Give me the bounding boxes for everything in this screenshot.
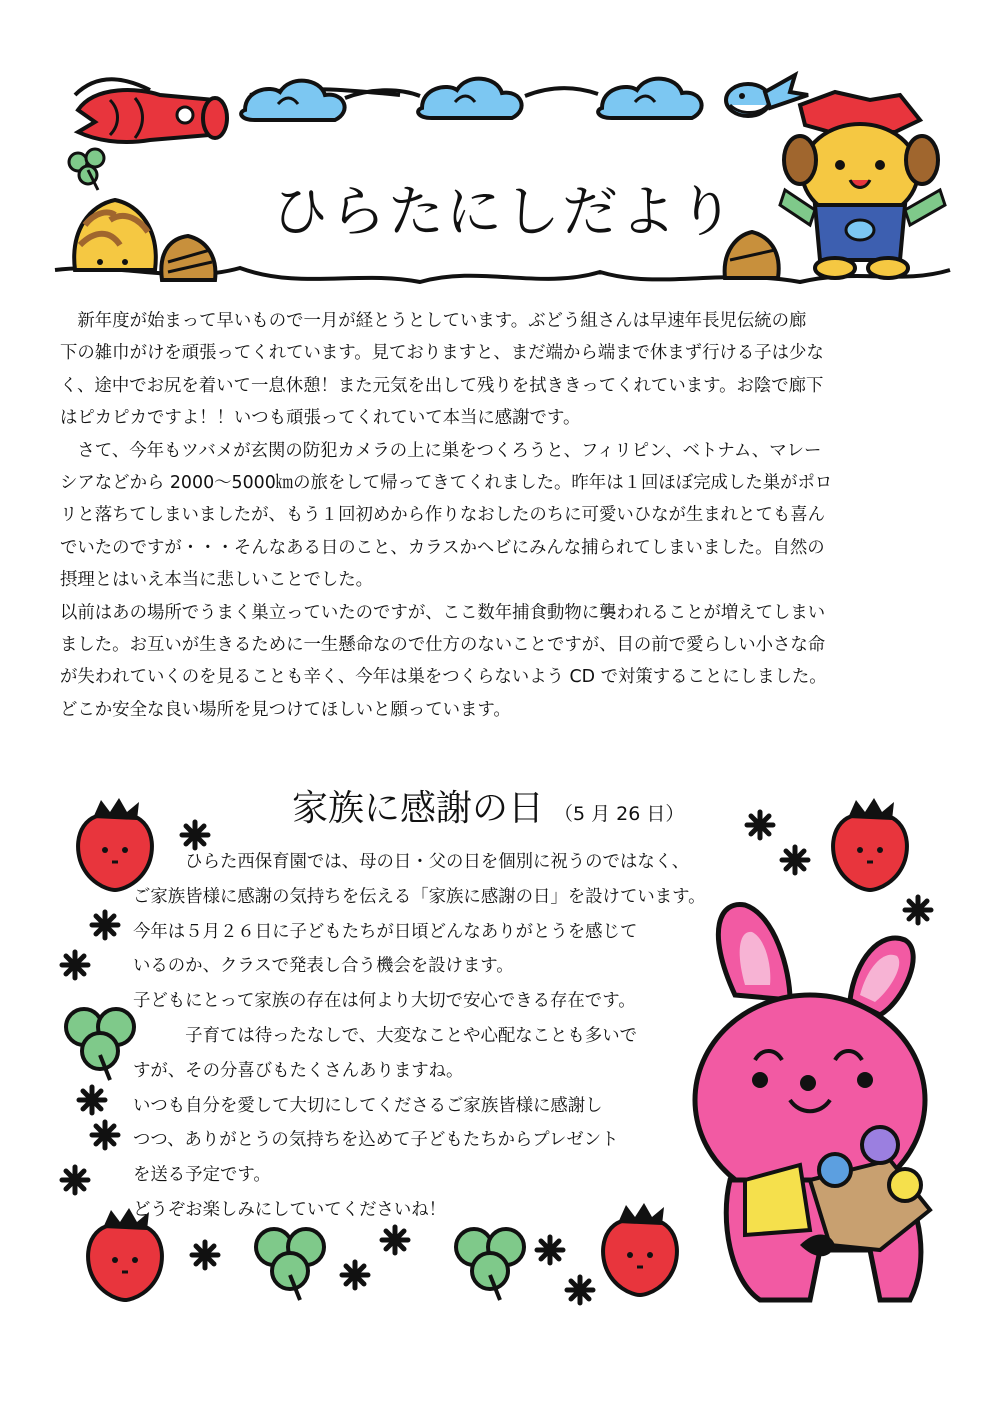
text-line: が失われていくのを見ることも辛く、今年は巣をつくらないよう CD で対策することにしました。 bbox=[60, 667, 827, 688]
text-line: シアなどから 2000～5000㎞の旅をして帰ってきてくれました。昨年は１回ほぼ完成した巣がポロ bbox=[60, 472, 833, 493]
puppy-icon bbox=[780, 92, 945, 278]
text-line: つつ、ありがとうの気持ちを込めて子どもたちからプレゼント bbox=[133, 1130, 619, 1151]
text-line: を送る予定です。 bbox=[133, 1165, 271, 1186]
asterisk-icon bbox=[382, 1227, 408, 1253]
asterisk-icon bbox=[782, 847, 808, 873]
text-line: 今年は５月２６日に子どもたちが日頃どんなありがとうを感じて bbox=[133, 921, 638, 942]
text-line: すが、その分喜びもたくさんありますね。 bbox=[133, 1060, 464, 1081]
text-line: 新年度が始まって早いもので一月が経とうとしています。ぶどう組さんは早速年長児伝統の廊 bbox=[60, 311, 807, 331]
header-illustration bbox=[0, 0, 1000, 300]
asterisk-icon bbox=[192, 1242, 218, 1268]
text-line: 子育ては待ったなしで、大変なことや心配なことも多いで bbox=[133, 1025, 637, 1046]
cloud-icon bbox=[241, 81, 344, 120]
asterisk-icon bbox=[62, 1167, 88, 1193]
bamboo-shoot-icon bbox=[74, 200, 156, 270]
asterisk-icon bbox=[567, 1277, 593, 1303]
text-line: リと落ちてしまいましたが、もう１回初めから作りなおしたのちに可愛いひなが生まれとても喜ん bbox=[60, 505, 826, 526]
text-line: でいたのですが・・・そんなある日のこと、カラスかヘビにみんな捕られてしまいました。自然の bbox=[60, 537, 825, 558]
clover-icon bbox=[69, 149, 104, 190]
text-line: いるのか、クラスで発表し合う機会を設けます。 bbox=[133, 956, 514, 977]
newsletter-title: ひらたにしだより bbox=[272, 180, 736, 245]
asterisk-icon bbox=[92, 1122, 118, 1148]
section-text bbox=[133, 845, 706, 1228]
asterisk-icon bbox=[537, 1237, 563, 1263]
text-line: ました。お互いが生きるために一生懸命なので仕方のないことですが、目の前で愛らしい小さな命 bbox=[60, 634, 826, 655]
text-line: 下の雑巾がけを頑張ってくれています。見ておりますと、まだ端から端まで休まず行ける子は少な bbox=[60, 343, 824, 364]
asterisk-icon bbox=[92, 912, 118, 938]
text-line: 以前はあの場所でうまく巣立っていたのですが、ここ数年捕食動物に襲われることが増えてしまい bbox=[60, 602, 826, 623]
bamboo-shoot-icon bbox=[161, 236, 215, 280]
text-line: く、途中でお尻を着いて一息休憩！また元気を出して残りを拭ききってくれています。お陰で廊下 bbox=[60, 375, 824, 396]
cloud-icon bbox=[418, 79, 521, 118]
text-line: どうぞお楽しみにしていてくださいね！ bbox=[133, 1199, 447, 1220]
text-line: ご家族皆様に感謝の気持ちを伝える「家族に感謝の日」を設けています。 bbox=[133, 886, 706, 907]
text-line: はピカピカですよ！！いつも頑張ってくれていて本当に感謝です。 bbox=[60, 408, 581, 429]
asterisk-icon bbox=[905, 897, 931, 923]
asterisk-icon bbox=[62, 952, 88, 978]
strawberry-icon bbox=[833, 798, 907, 890]
asterisk-icon bbox=[747, 812, 773, 838]
text-line: さて、今年もツバメが玄関の防犯カメラの上に巣をつくろうと、フィリピン、ベトナム、マレー bbox=[60, 440, 822, 461]
text-line: ひらた西保育園では、母の日・父の日を個別に祝うのではなく、 bbox=[133, 852, 690, 872]
asterisk-icon bbox=[342, 1262, 368, 1288]
clover-icon bbox=[456, 1229, 524, 1300]
section-title: 家族に感謝の日 bbox=[292, 788, 545, 829]
clover-icon bbox=[66, 1009, 134, 1080]
swallow-icon bbox=[726, 75, 808, 116]
text-line: 子どもにとって家族の存在は何より大切で安心できる存在です。 bbox=[133, 991, 636, 1012]
intro-text bbox=[60, 305, 945, 726]
clover-icon bbox=[256, 1229, 324, 1300]
section-date: （5 月 26 日） bbox=[554, 803, 685, 825]
asterisk-icon bbox=[79, 1087, 105, 1113]
text-line: どこか安全な良い場所を見つけてほしいと願っています。 bbox=[60, 699, 511, 720]
bunny-icon bbox=[695, 904, 930, 1300]
cloud-icon bbox=[598, 79, 701, 118]
text-line: いつも自分を愛して大切にしてくださるご家族皆様に感謝し bbox=[133, 1095, 603, 1116]
section-heading bbox=[292, 780, 684, 831]
carp-streamer-icon bbox=[78, 90, 227, 142]
text-line: 摂理とはいえ本当に悲しいことでした。 bbox=[60, 570, 374, 591]
